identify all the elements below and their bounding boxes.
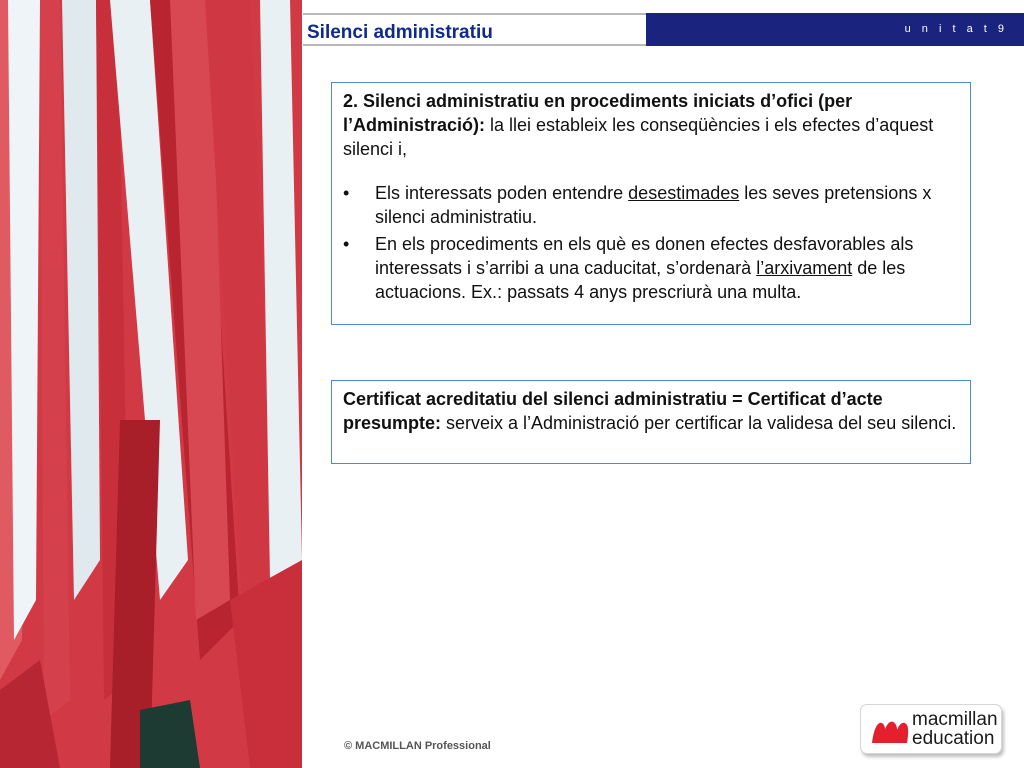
intro-rest-text: la llei estableix les conseqüències i els efectes d’aquest silenci i, [343,115,934,159]
logo-word-education: education [912,728,995,749]
folders-photo [0,0,302,768]
intro-paragraph [343,89,960,161]
bullet-marker: • [343,234,350,254]
header-band [646,13,1024,46]
macmillan-logo-icon [870,715,910,745]
content-box-silence-ex-officio [331,82,971,325]
list-item [343,232,960,304]
bullet-text-before: En els procediments en els què es donen efectes desfavorables als interessats i s’arribi a una caducitat, s’ordenarà [375,234,914,278]
bullet-text-before: Els interessats poden entendre [375,183,629,203]
page-title: Silenci administratiu [307,22,493,43]
header-title-box [303,13,646,46]
bullet-marker: • [343,183,350,203]
list-item [343,181,960,229]
unit-label: u n i t a t 9 [904,23,1008,35]
bullet-list [343,181,960,304]
copyright-notice: © MACMILLAN Professional [344,740,491,752]
bullet-underlined-text: l’arxivament [756,258,853,278]
logo-word-macmillan: macmillan [912,709,998,730]
folders-illustration [0,0,302,768]
certificate-rest-text: serveix a l’Administració per certificar la validesa del seu silenci. [441,413,957,433]
content-box-certificate [331,380,971,464]
macmillan-logo [860,704,1002,754]
bullet-underlined-text: desestimades [628,183,740,203]
bullet-text-after: de les actuacions. Ex.: passats 4 anys prescriurà una multa. [375,258,906,302]
certificate-bold-text: Certificat acreditatiu del silenci administratiu = Certificat d’acte presumpte: [343,389,883,433]
intro-bold-text: 2. Silenci administratiu en procediments iniciats d’ofici (per l’Administració): [343,91,853,135]
bullet-text-after: les seves pretensions x silenci administratiu. [375,183,932,227]
